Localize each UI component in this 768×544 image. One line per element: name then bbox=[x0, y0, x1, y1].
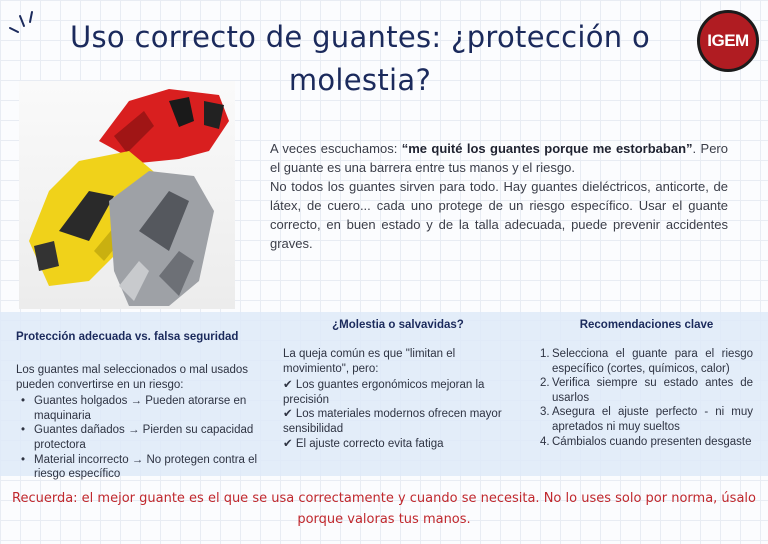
column-proteccion: Protección adecuada vs. falsa seguridad Los guantes mal seleccionados o mal usados pueden convertirse en un riesgo: • Guantes holgados → Pueden atorarse en maquinaria • Guantes dañados → Pierden su capacidad protectora • Material incorrecto → No protegen contra el riesgo específico bbox=[16, 318, 260, 482]
column-heading: Protección adecuada vs. falsa seguridad bbox=[16, 331, 239, 343]
igem-logo: IGEM bbox=[697, 10, 759, 72]
intro-quote: “me quité los guantes porque me estorbaban” bbox=[401, 141, 693, 156]
intro-text: A veces escuchamos: “me quité los guantes porque me estorbaban”. Pero el guante es una barrera entre tus manos y el riesgo. No todos los guantes sirven para todo. Hay guantes dieléctricos, anticorte, de látex, de cuero... cada uno protege de un riesgo específico. Usar el guante correcto, en buen estado y de la talla adecuada, puede prevenir accidentes graves. bbox=[270, 141, 728, 251]
risk-list bbox=[16, 394, 260, 482]
list-item: 3. Asegura el ajuste perfecto - ni muy apretados ni muy sueltos bbox=[540, 406, 753, 433]
list-item: 4. Cámbialos cuando presenten desgaste bbox=[540, 435, 752, 448]
column-molestia: ¿Molestia o salvavidas? La queja común es que "limitan el movimiento", pero: ✔ Los guantes ergonómicos mejoran la precisión ✔ Los materiales modernos ofrecen mayor sensibilidad ✔ El ajuste correcto evita fatiga bbox=[283, 318, 513, 451]
footer-reminder: Recuerda: el mejor guante es el que se usa correctamente y cuando se necesita. No lo uses solo por norma, úsalo porque valoras tus manos. bbox=[12, 491, 756, 527]
column-recomendaciones bbox=[540, 318, 753, 449]
list-item: 1. Selecciona el guante para el riesgo específico (cortes, químicos, calor) bbox=[540, 348, 753, 375]
list-item: • Guantes dañados → Pierden su capacidad protectora bbox=[34, 423, 260, 452]
list-item: • Guantes holgados → Pueden atorarse en maquinaria bbox=[34, 394, 260, 423]
list-item: 2. Verifica siempre su estado antes de usarlos bbox=[540, 377, 753, 404]
gloves-photo bbox=[19, 81, 235, 309]
recommendations-list bbox=[540, 347, 753, 449]
list-item: • Material incorrecto → No protegen contra el riesgo específico bbox=[34, 453, 260, 482]
column-heading: ¿Molestia o salvavidas? bbox=[332, 319, 464, 331]
check-item: ✔ Los guantes ergonómicos mejoran la precisión bbox=[283, 379, 485, 406]
page-title: Uso correcto de guantes: ¿protección o molestia? bbox=[70, 20, 650, 97]
check-item: ✔ El ajuste correcto evita fatiga bbox=[283, 437, 444, 450]
check-item: ✔ Los materiales modernos ofrecen mayor sensibilidad bbox=[283, 408, 502, 435]
column-heading: Recomendaciones clave bbox=[579, 319, 714, 331]
spark-decoration-icon bbox=[4, 6, 44, 40]
